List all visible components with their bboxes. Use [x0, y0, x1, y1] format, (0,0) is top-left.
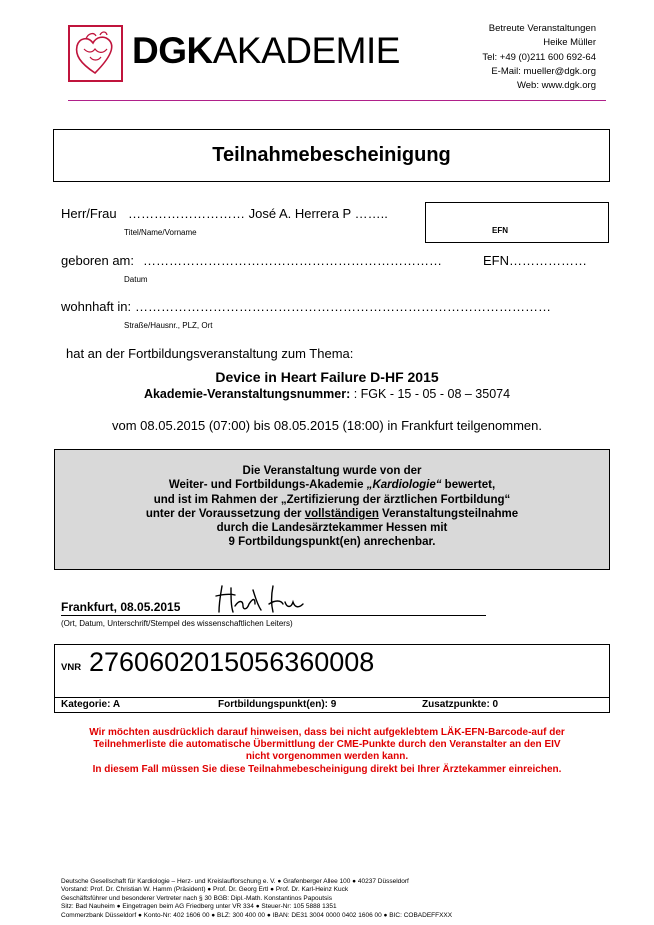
efn-barcode-box	[425, 202, 609, 243]
contact-block	[482, 22, 596, 93]
footer-line: Sitz: Bad Nauheim ● Eingetragen beim AG Friedberg unter VR 334 ● Steuer-Nr: 105 5888 1351	[61, 903, 337, 911]
signature-line	[61, 615, 486, 616]
category-zusatzpunkte: Zusatzpunkte: 0	[422, 699, 499, 710]
event-dates: vom 08.05.2015 (07:00) bis 08.05.2015 (18:00) in Frankfurt teilgenommen.	[112, 418, 542, 433]
dgk-logo-heart-icon	[68, 25, 123, 82]
barcode-warning	[0, 727, 654, 776]
efn-label: EFN………………	[483, 253, 587, 268]
document-title: Teilnahmebescheinigung	[53, 129, 610, 182]
event-title: Device in Heart Failure D-HF 2015	[215, 369, 439, 385]
cert-line	[55, 478, 609, 492]
cert-line: 9 Fortbildungspunkt(en) anrechenbar.	[228, 536, 436, 549]
birth-caption: Datum	[124, 275, 148, 284]
contact-line: Heike Müller	[543, 37, 596, 49]
warning-line: nicht vorgenommen werden kann.	[245, 751, 409, 763]
vnr-label: VNR	[61, 662, 82, 673]
cert-vollstaendigen: vollständigen	[304, 507, 379, 520]
dgk-akademie-logo	[132, 31, 400, 71]
event-number-value: : FGK - 15 - 05 - 08 – 35074	[350, 387, 511, 401]
cert-line-part: Veranstaltungsteilnahme	[378, 507, 519, 520]
warning-line: Teilnehmerliste die automatische Übermittlung der CME-Punkte durch den Veranstalter an den EIV	[93, 739, 561, 751]
cert-line	[55, 507, 609, 521]
certification-box	[54, 449, 610, 570]
contact-line: Betreute Veranstaltungen	[488, 23, 596, 34]
signature-place-date: Frankfurt, 08.05.2015	[61, 600, 181, 614]
warning-line: In diesem Fall müssen Sie diese Teilnahmebescheinigung direkt bei Ihrer Ärztekammer einreichen.	[92, 763, 562, 775]
contact-line: Web: www.dgk.org	[516, 80, 596, 92]
cert-line: Die Veranstaltung wurde von der	[242, 465, 422, 477]
event-number	[0, 387, 654, 401]
residence-dots: ……………………………………………………………………………………	[135, 299, 551, 314]
event-number-label: Akademie-Veranstaltungsnummer:	[143, 387, 351, 401]
cert-line-part: bewertet,	[441, 479, 496, 492]
logo-text-bold: DGK	[132, 30, 213, 71]
cert-line-part: Weiter- und Fortbildungs-Akademie	[168, 479, 367, 492]
name-caption: Titel/Name/Vorname	[124, 228, 197, 237]
event-intro: hat an der Fortbildungsveranstaltung zum Thema:	[66, 346, 354, 361]
name-label: Herr/Frau	[61, 206, 117, 221]
footer-line: Deutsche Gesellschaft für Kardiologie – Herz- und Kreislaufforschung e. V. ● Grafenberger Allee 100 ● 40237 Düsseldorf	[61, 878, 409, 885]
contact-line: E-Mail: mueller@dgk.org	[491, 65, 596, 77]
cert-line: durch die Landesärztekammer Hessen mit	[216, 522, 448, 535]
residence-label: wohnhaft in:	[61, 299, 132, 314]
name-value: ……………………… José A. Herrera P ……..	[128, 206, 388, 221]
logo-text-regular: AKADEMIE	[212, 30, 400, 71]
cert-kardiologie: „Kardiologie“	[366, 479, 442, 492]
footer-line: Geschäftsführer und besonderer Vertreter nach § 30 BGB: Dipl.-Math. Konstantinos Papoutsis	[61, 894, 332, 902]
cert-line-part: unter der Voraussetzung der	[145, 507, 305, 520]
contact-line: Tel: +49 (0)211 600 692-64	[482, 51, 596, 63]
residence-caption: Straße/Hausnr., PLZ, Ort	[124, 321, 213, 330]
category-punkte: Fortbildungspunkt(en): 9	[218, 699, 337, 710]
signature-caption: (Ort, Datum, Unterschrift/Stempel des wissenschaftlichen Leiters)	[61, 619, 293, 628]
footer-line: Commerzbank Düsseldorf ● Konto-Nr: 402 1606 00 ● BLZ: 300 400 00 ● IBAN: DE31 3004 0000 0402 1606 00 ● BIC: COBADEFFXXX	[61, 911, 453, 919]
handwritten-signature	[213, 582, 313, 623]
warning-line: Wir möchten ausdrücklich darauf hinweisen, dass bei nicht aufgeklebtem LÄK-EFN-Barcode-auf der	[89, 727, 565, 738]
birth-label: geboren am:	[61, 253, 134, 268]
legal-footer	[61, 878, 452, 920]
header-divider	[68, 100, 606, 101]
footer-line: Vorstand: Prof. Dr. Christian W. Hamm (Präsident) ● Prof. Dr. Georg Ertl ● Prof. Dr. Karl-Heinz Kuck	[61, 886, 349, 894]
category-kategorie: Kategorie: A	[61, 699, 121, 710]
vnr-number: 2760602015056360008	[89, 647, 375, 677]
cert-line: und ist im Rahmen der „Zertifizierung der ärztlichen Fortbildung“	[153, 493, 511, 506]
efn-box-label: EFN	[492, 226, 508, 235]
birth-dots: ……………………………………………………………	[143, 253, 442, 268]
